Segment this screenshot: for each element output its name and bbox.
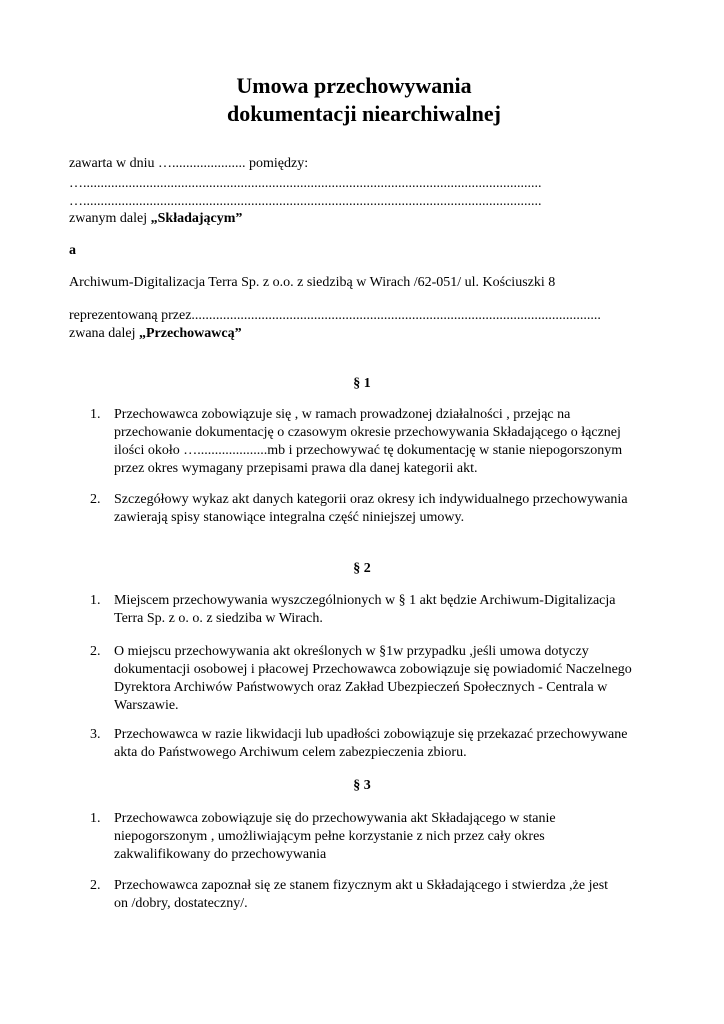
item-line: Szczegółowy wykaz akt danych kategorii oraz okresy ich indywidualnego przechowywania bbox=[114, 492, 628, 507]
item-line: przechowanie dokumentację o czasowym okresie przechowywania Składającego o łącznej bbox=[114, 425, 621, 440]
item-line: przez okres wymagany przepisami prawa dla danej kategorii akt. bbox=[114, 461, 478, 476]
item-text bbox=[114, 726, 660, 762]
item-line: akta do Państwowego Archiwum celem zabezpieczenia zbioru. bbox=[114, 745, 467, 760]
item-text bbox=[114, 877, 660, 913]
item-number: 2. bbox=[90, 492, 101, 507]
item-number: 2. bbox=[90, 644, 101, 659]
depositor-called-line bbox=[69, 210, 242, 228]
item-line: Dyrektora Archiwów Państwowych oraz Zakład Ubezpieczeń Społecznych - Centrala w bbox=[114, 680, 608, 695]
item-line: Warszawie. bbox=[114, 698, 179, 713]
item-line: on /dobry, dostateczny/. bbox=[114, 896, 248, 911]
section-heading-2: § 2 bbox=[353, 561, 371, 576]
item-line: zawierają spisy stanowiące integralna część niniejszej umowy. bbox=[114, 510, 465, 525]
item-number: 2. bbox=[90, 878, 101, 893]
party-dots-line-2: …................................................................................................................................... bbox=[69, 194, 542, 209]
item-text bbox=[114, 491, 660, 527]
item-line: Przechowawca zobowiązuje się do przechowywania akt Składającego w stanie bbox=[114, 811, 556, 826]
company-line: Archiwum-Digitalizacja Terra Sp. z o.o. z siedzibą w Wirach /62-051/ ul. Kościuszki 8 bbox=[69, 275, 556, 290]
depositor-name: „Składającym” bbox=[150, 211, 243, 226]
represented-by-line: reprezentowaną przez..................................................................................................................... bbox=[69, 308, 601, 323]
item-line: niepogorszonym , umożliwiającym pełne korzystanie z nich przez cały okres bbox=[114, 829, 545, 844]
custodian-called-prefix: zwana dalej bbox=[69, 326, 139, 341]
item-text bbox=[114, 592, 660, 628]
item-text bbox=[114, 810, 660, 864]
and-conjunction: a bbox=[69, 243, 76, 258]
depositor-called-prefix: zwanym dalej bbox=[69, 211, 151, 226]
custodian-name: „Przechowawcą” bbox=[138, 326, 242, 341]
item-line: Miejscem przechowywania wyszczególnionych w § 1 akt będzie Archiwum-Digitalizacja bbox=[114, 593, 616, 608]
document-title-line-1: Umowa przechowywania bbox=[236, 73, 472, 98]
item-text bbox=[114, 643, 660, 715]
section-heading-3: § 3 bbox=[353, 778, 371, 793]
custodian-called-line bbox=[69, 325, 242, 343]
item-text bbox=[114, 406, 660, 478]
item-number: 1. bbox=[90, 811, 101, 826]
item-line: Przechowawca zobowiązuje się , w ramach prowadzonej działalności , przejąc na bbox=[114, 407, 571, 422]
section-heading-1: § 1 bbox=[353, 376, 371, 391]
item-line: Terra Sp. z o. o. z siedziba w Wirach. bbox=[114, 611, 323, 626]
item-line: Przechowawca zapoznał się ze stanem fizycznym akt u Składającego i stwierdza ,że jest bbox=[114, 878, 609, 893]
item-line: zakwalifikowany do przechowywania bbox=[114, 847, 327, 862]
item-line: O miejscu przechowywania akt określonych w §1w przypadku ,jeśli umowa dotyczy bbox=[114, 644, 589, 659]
item-number: 1. bbox=[90, 407, 101, 422]
item-line: ilości około …....................mb i przechowywać tę dokumentację w stanie niepogorszonym bbox=[114, 443, 623, 458]
item-line: dokumentacji osobowej i płacowej Przechowawca zobowiązuje się powiadomić Naczelnego bbox=[114, 662, 632, 677]
item-line: Przechowawca w razie likwidacji lub upadłości zobowiązuje się przekazać przechowywane bbox=[114, 727, 628, 742]
concluded-date-line: zawarta w dniu …..................... pomiędzy: bbox=[69, 156, 309, 171]
item-number: 1. bbox=[90, 593, 101, 608]
party-dots-line-1: …................................................................................................................................... bbox=[69, 176, 542, 191]
item-number: 3. bbox=[90, 727, 101, 742]
document-title-line-2: dokumentacji niearchiwalnej bbox=[227, 101, 501, 126]
